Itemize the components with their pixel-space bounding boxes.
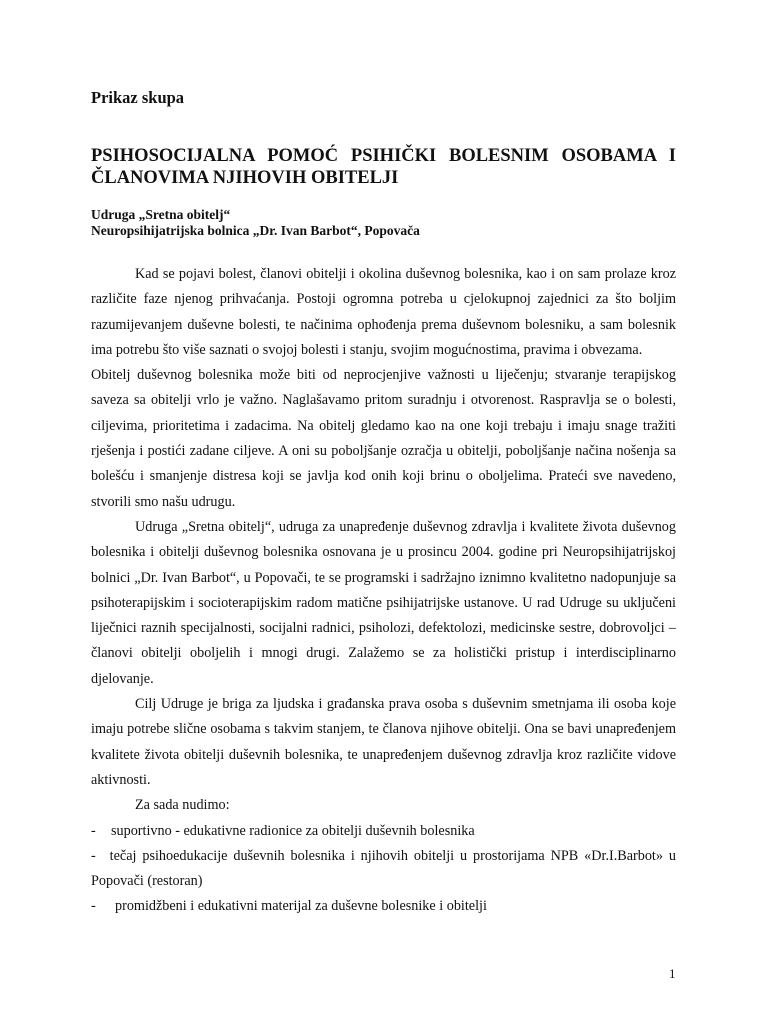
- list-item-text: tečaj psihoedukacije duševnih bolesnika i njihovih obitelji u prostorijama NPB «Dr.I.Barbot» u Popovači (restoran): [91, 847, 676, 890]
- list-dash: -: [91, 898, 96, 915]
- list-item: [91, 844, 676, 895]
- institution-name: Neuropsihijatrijska bolnica „Dr. Ivan Barbot“, Popovača: [91, 223, 420, 238]
- paragraph: Obitelj duševnog bolesnika može biti od neprocjenjive važnosti u liječenju; stvaranje terapijskog saveza sa obitelji vrlo je važno. Naglašavamo pritom suradnju i otvorenost. Raspravlja se o bolesti, ciljevima, prioritetima i zadacima. Na obitelj gledamo kao na one koji trebaju i imaju snage tražiti rješenja i postići zadane ciljeve. A oni su poboljšanje ozračja u obitelji, poboljšanje načina nošenja sa bolešću i smanjenje distresa koji se javlja kod onih koji brinu o oboljelima. Prateći sve navedeno, stvorili smo našu udrugu.: [91, 367, 676, 510]
- body-text: [91, 262, 676, 920]
- paragraph: Udruga „Sretna obitelj“, udruga za unapređenje duševnog zdravlja i kvalitete života duševnog bolesnika i obitelji duševnog bolesnika osnovana je u prosincu 2004. godine pri Neuropsihijatrijskoj bolnici „Dr. Ivan Barbot“, u Popovači, te se programski i sadržajno iznimno kvalitetno nadopunjuje sa psihoterapijskim i socioterapijskim radom matične psihijatrijske ustanove. U rad Udruge su uključeni liječnici raznih specijalnosti, socijalni radnici, psiholozi, defektolozi, medicinske sestre, dobrovoljci – članovi obitelji oboljelih i mnogi drugi. Zalažemo se za holistički pristup i interdisciplinarno djelovanje.: [91, 518, 676, 687]
- list-item: [91, 894, 676, 919]
- paragraph: Kad se pojavi bolest, članovi obitelji i okolina duševnog bolesnika, kao i on sam prolaze kroz različite faze njenog prihvaćanja. Postoji ogromna potreba u cjelokupnoj zajednici za što boljim razumijevanjem duševne bolesti, te načinima ophođenja prema duševnom bolesniku, a sam bolesnik ima potrebu što više saznati o svojoj bolesti i stanju, svojim mogućnostima, pravima i obvezama.: [91, 266, 676, 358]
- page-number: 1: [669, 966, 676, 981]
- list-item-text: promidžbeni i edukativni materijal za duševne bolesnike i obitelji: [115, 898, 487, 915]
- section-label: Prikaz skupa: [91, 88, 185, 107]
- author-affiliation: [91, 207, 681, 239]
- organization-name: Udruga „Sretna obitelj“: [91, 207, 231, 222]
- list-intro: Za sada nudimo:: [135, 797, 230, 814]
- paragraph: Cilj Udruge je briga za ljudska i građanska prava osoba s duševnim smetnjama ili osoba koje imaju potrebe slične osobama s takvim stanjem, te članova njihove obitelji. Ona se bavi unapređenjem kvalitete života obitelji duševnih bolesnika, te unapređenjem duševnog zdravlja kroz različite vidove aktivnosti.: [91, 696, 676, 788]
- list-item: [91, 819, 676, 844]
- list-item-text: suportivno - edukativne radionice za obitelji duševnih bolesnika: [111, 822, 475, 839]
- list-dash: -: [91, 847, 96, 864]
- document-title: PSIHOSOCIJALNA POMOĆ PSIHIČKI BOLESNIM OSOBAMA I ČLANOVIMA NJIHOVIH OBITELJI: [91, 146, 676, 188]
- list-dash: -: [91, 822, 96, 839]
